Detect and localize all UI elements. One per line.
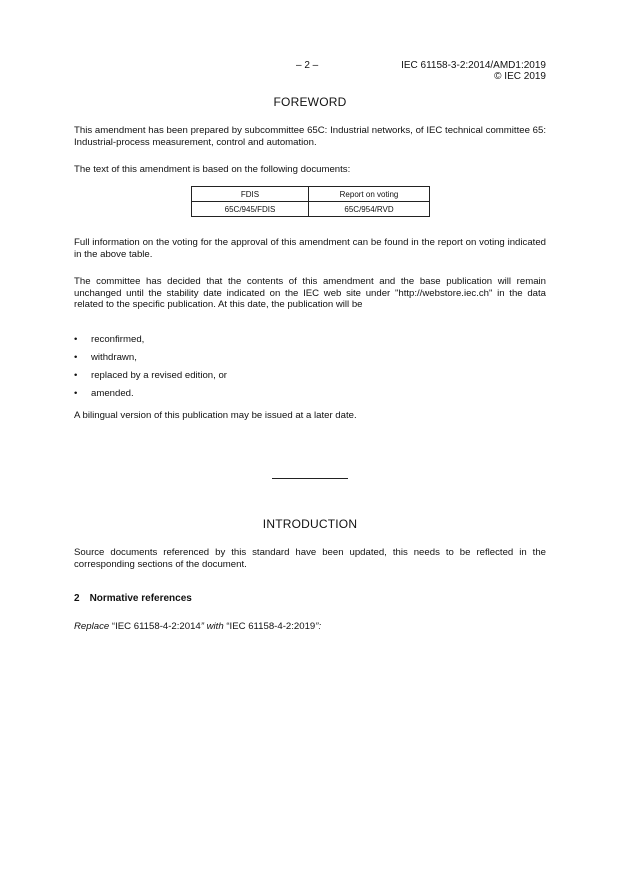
voting-documents-table xyxy=(191,186,430,217)
table-header-row xyxy=(192,187,430,202)
table-header-cell: Report on voting xyxy=(309,187,430,202)
section-title: Normative references xyxy=(89,593,192,604)
list-item-text: replaced by a revised edition, or xyxy=(91,370,227,381)
list-item xyxy=(74,370,227,388)
foreword-paragraph-2: The text of this amendment is based on the following documents: xyxy=(74,164,351,175)
instruction-end: ”: xyxy=(315,621,322,632)
list-item xyxy=(74,334,227,352)
table-cell: 65C/945/FDIS xyxy=(192,202,309,217)
foreword-title: FOREWORD xyxy=(273,95,347,109)
list-item xyxy=(74,388,227,406)
section-divider xyxy=(272,478,348,479)
table-cell: 65C/954/RVD xyxy=(309,202,430,217)
new-reference: “IEC 61158-4-2:2019 xyxy=(226,621,316,632)
replace-word: Replace xyxy=(74,621,110,632)
foreword-paragraph-5: A bilingual version of this publication may be issued at a later date. xyxy=(74,410,357,421)
list-item xyxy=(74,352,227,370)
bullet-icon: • xyxy=(74,334,78,345)
copyright-notice: © IEC 2019 xyxy=(494,71,546,82)
replace-instruction xyxy=(74,621,321,632)
old-reference: “IEC 61158-4-2:2014 xyxy=(111,621,201,632)
table-row xyxy=(192,202,430,217)
bullet-icon: • xyxy=(74,388,78,399)
with-word: ” with xyxy=(200,621,224,632)
introduction-title: INTRODUCTION xyxy=(262,517,358,531)
table-header-cell: FDIS xyxy=(192,187,309,202)
bullet-icon: • xyxy=(74,352,78,363)
list-item-text: withdrawn, xyxy=(91,352,137,363)
list-item-text: reconfirmed, xyxy=(91,334,145,345)
document-reference xyxy=(401,60,546,82)
list-item-text: amended. xyxy=(91,388,134,399)
section-number: 2 xyxy=(74,593,80,604)
introduction-paragraph: Source documents referenced by this standard have been updated, this needs to be reflected in the corresponding sections of the document. xyxy=(74,547,546,570)
bullet-icon: • xyxy=(74,370,78,381)
document-id: IEC 61158-3-2:2014/AMD1:2019 xyxy=(401,60,546,71)
publication-options-list xyxy=(74,334,227,406)
page-number: – 2 – xyxy=(296,60,319,71)
foreword-paragraph-4: The committee has decided that the contents of this amendment and the base publication will remain unchanged until the stability date indicated on the IEC web site under "http://webstore.iec.ch" in the data related to the specific publication. At this date, the publication will be xyxy=(74,276,546,310)
foreword-paragraph-1: This amendment has been prepared by subcommittee 65C: Industrial networks, of IEC technical committee 65: Industrial-process measurement, control and automation. xyxy=(74,125,546,148)
section-heading xyxy=(74,593,192,604)
foreword-paragraph-3: Full information on the voting for the approval of this amendment can be found in the report on voting indicated in the above table. xyxy=(74,237,546,260)
